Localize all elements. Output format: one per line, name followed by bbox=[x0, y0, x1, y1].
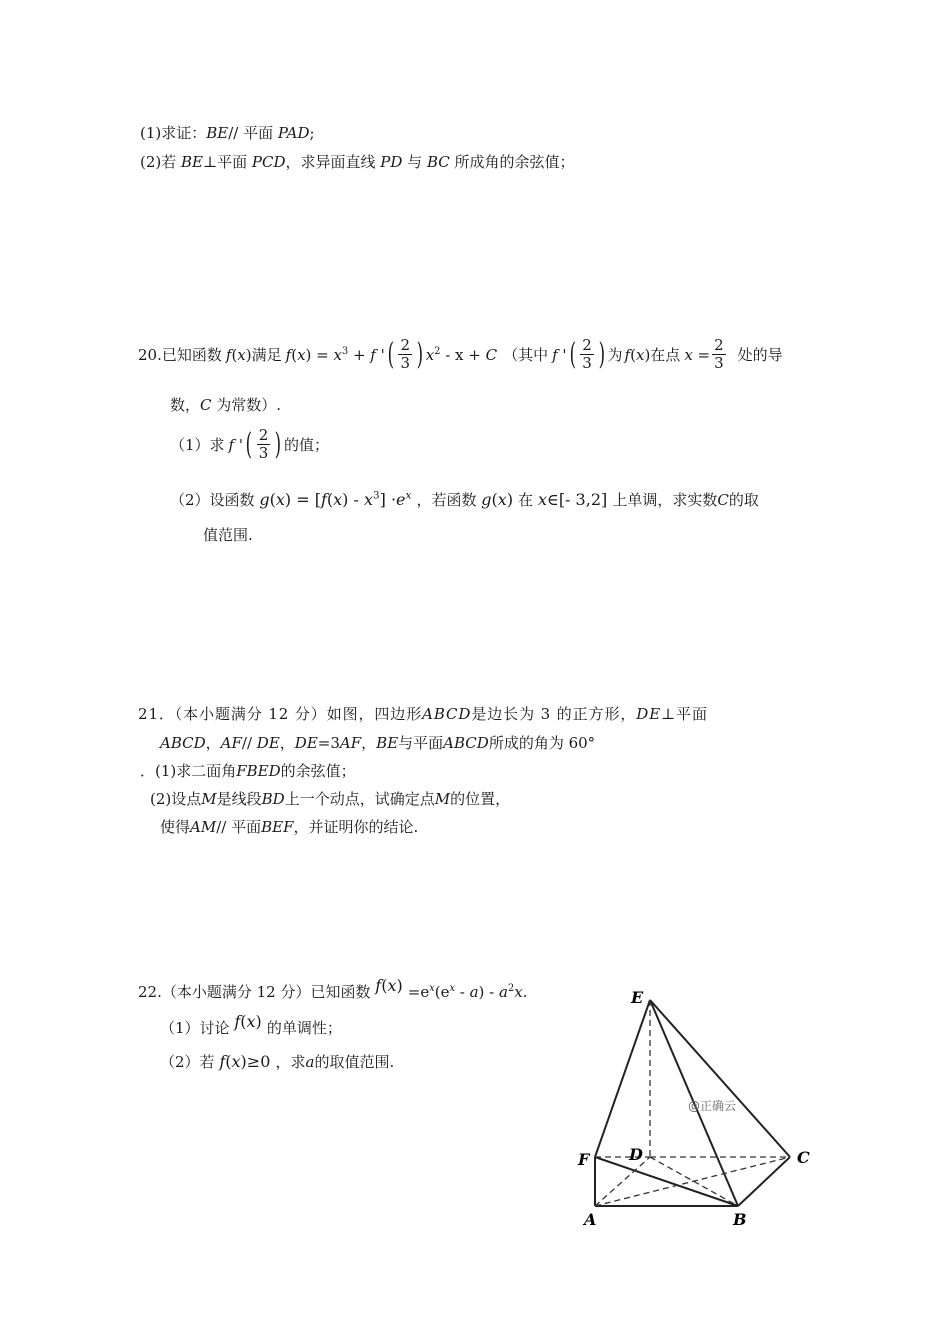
label-C: C bbox=[797, 1148, 810, 1167]
q19-part1: (1)求证：BE// 平面 PAD; bbox=[140, 124, 315, 142]
q21-stem-line1: 21．（本小题满分 12 分）如图，四边形ABCD是边长为 3 的正方形，DE⊥平面 bbox=[138, 705, 708, 723]
q22-stem: 22.（本小题满分 12 分）已知函数 $f(x) =e^x(e^x - a) - a^2x$. bbox=[138, 976, 528, 1001]
label-D: D bbox=[629, 1145, 643, 1164]
label-B: B bbox=[733, 1210, 747, 1229]
fraction-two-thirds: $\frac{2}{3}$ bbox=[400, 336, 411, 372]
label-A: A bbox=[584, 1210, 597, 1229]
label-E: E bbox=[631, 988, 644, 1007]
edge-FB bbox=[595, 1157, 738, 1206]
q20-part2-line1: （2）设函数 $g(x) = [f(x) - x^3] \cdot e^x$ ，若函数 g(x) 在 x∈[- 3,2] 上单调，求实数C的取 bbox=[170, 489, 759, 509]
q22-part1: （1）讨论 f(x) 的单调性； bbox=[160, 1012, 342, 1037]
q21-part1: ．(1)求二面角FBED的余弦值； bbox=[140, 762, 356, 780]
q21-part2-line2: 使得AM// 平面BEF，并证明你的结论. bbox=[160, 818, 419, 836]
fraction-two-thirds: $\frac{2}{3}$ bbox=[582, 336, 592, 372]
q19-part2: (2)若 BE⊥平面 PCD，求异面直线 PD 与 BC 所成角的余弦值； bbox=[140, 153, 575, 171]
fraction-two-thirds: $\frac{2}{3}$ bbox=[258, 426, 269, 462]
edge-AC bbox=[595, 1157, 790, 1206]
q20-part2-line2: 值范围. bbox=[203, 526, 253, 544]
q20-stem-line1: 20. 已知函数 f(x) 满足 $f(x) = x^3 + f$ ' ( $\frac{2}{3}$ ) $x^2 - x + C$ （其中 f ' ( $\frac{2}{3}$ ) 为 f(x) 在点 x = $\frac{2}{3}$ 处的导 bbox=[138, 336, 783, 372]
fraction-two-thirds: $\frac{2}{3}$ bbox=[714, 336, 724, 372]
label-F: F bbox=[578, 1150, 590, 1169]
edge-EF bbox=[595, 1000, 650, 1157]
q21-part2-line1: (2)设点M是线段BD上一个动点，试确定点M的位置， bbox=[150, 790, 511, 808]
geometry-figure bbox=[570, 982, 830, 1242]
q21-stem-line2: ABCD，AF// DE，DE=3AF，BE与平面ABCD所成的角为 60° bbox=[160, 734, 596, 752]
edge-BC bbox=[738, 1157, 790, 1206]
q20-stem-line2: 数，C 为常数）. bbox=[170, 396, 282, 414]
watermark: @正确云 bbox=[688, 1099, 737, 1113]
edge-AD bbox=[595, 1157, 650, 1206]
q22-part2: （2）若 f(x)≥0 ，求a的取值范围. bbox=[160, 1052, 395, 1071]
q20-part1: （1）求 f ' ( $\frac{2}{3}$ ) 的值； bbox=[170, 426, 329, 462]
edge-EC bbox=[650, 1000, 790, 1157]
